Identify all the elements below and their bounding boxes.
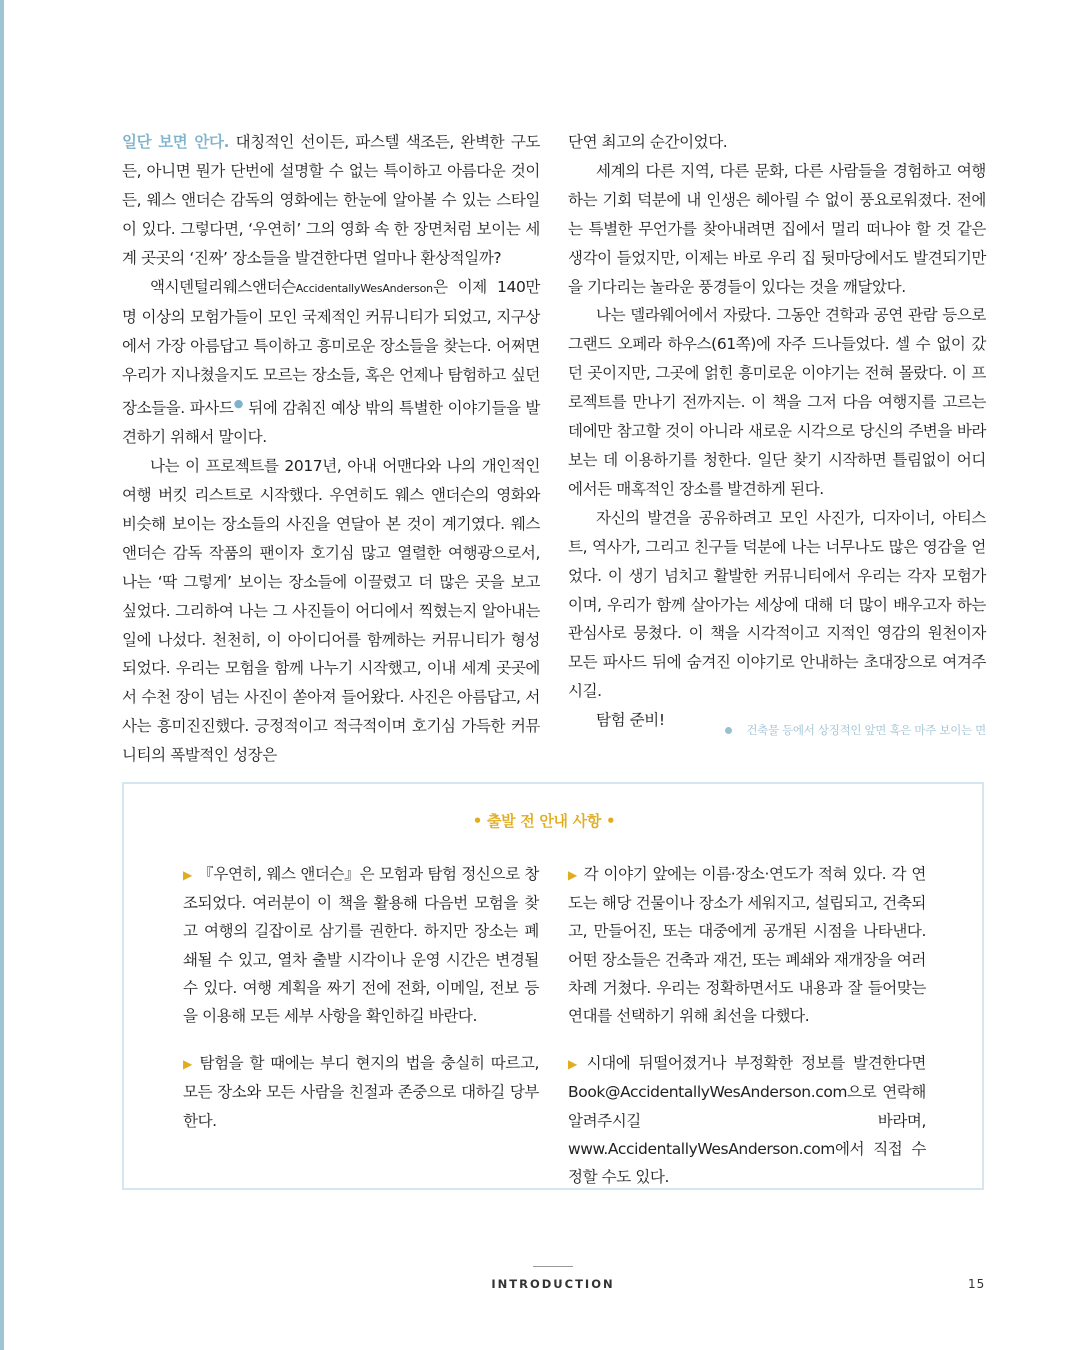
footnote-dot-icon: [725, 727, 732, 734]
footnote-marker-icon: ●: [233, 397, 244, 411]
lead-phrase: 일단 보면 안다.: [122, 133, 230, 151]
paragraph-text: 대칭적인 선이든, 파스텔 색조든, 완벽한 구도든, 아니면 뭔가 단번에 설명할 수 없는 특이하고 아름다운 것이든, 웨스 앤더슨 감독의 영화에는 한눈에 알아볼 수 있는 스타일이 있다. 그렇다면, ‘우연히’ 그의 영화 속 한 장면처럼 보이는 세계 곳곳의 ‘진짜’ 장소들을 발견한다면 얼마나 환상적일까?: [122, 133, 540, 267]
paragraph-intro: [122, 128, 540, 273]
paragraph-community: [122, 273, 540, 453]
paragraph-text: 뒤에 감춰진 예상 밖의 특별한 이야기들을 발견하기 위해서 말이다.: [122, 399, 540, 447]
page-edge-strip: [0, 0, 4, 1350]
arrow-right-icon: ▶: [183, 1057, 194, 1072]
paragraph-origin: 나는 이 프로젝트를 2017년, 아내 어맨다와 나의 개인적인 여행 버킷 리스트로 시작했다. 우연히도 웨스 앤더슨의 영화와 비슷해 보이는 장소들의 사진을 연달아 본 것이 계기였다. 웨스 앤더슨 감독 작품의 팬이자 호기심 많고 열렬한 여행광으로서, 나는 ‘딱 그렇게’ 보이는 장소들에 이끌렸고 더 많은 곳을 보고 싶었다. 그리하여 나는 그 사진들이 어디에서 찍혔는지 알아내는 일에 나섰다. 천천히, 이 아이디어를 함께하는 커뮤니티가 형성되었다. 우리는 모험을 함께 나누기 시작했고, 이내 세계 곳곳에서 수천 장이 넘는 사진이 쏟아져 들어왔다. 사진은 아름답고, 서사는 흥미진진했다. 긍정적이고 적극적이며 호기심 가득한 커뮤니티의 폭발적인 성장은: [122, 457, 540, 765]
section-label: INTRODUCTION: [491, 1277, 615, 1291]
notice-item: [183, 860, 539, 1030]
paragraph-text: 은 이제 140만 명 이상의 모험가들이 모인 국제적인 커뮤니티가 되었고, 지구상에서 가장 아름답고 특이하고 흥미로운 장소들을 찾는다. 어쩌면 우리가 지나쳤을지도 모르는 장소들, 혹은 언제나 탐험하고 싶던 장소들을. 파사드: [122, 277, 540, 418]
paragraph-text: 액시덴털리웨스앤더슨: [150, 277, 296, 296]
paragraph-continuation: 단연 최고의 순간이었다.: [568, 133, 728, 151]
footnote-text: 건축물 등에서 상징적인 앞면 혹은 마주 보이는 면: [746, 723, 986, 737]
notice-text: 『우연히, 웨스 앤더슨』은 모험과 탐험 정신으로 창조되었다. 여러분이 이 책을 활용해 다음번 모험을 찾고 여행의 길잡이로 삼기를 권한다. 하지만 장소는 폐쇄될 수 있고, 열차 출발 시각이나 운영 시간은 변경될 수 있다. 여행 계획을 짜기 전에 전화, 이메일, 전보 등을 이용해 모든 세부 사항을 확인하길 바란다.: [183, 865, 539, 1026]
body-column-left: [122, 128, 540, 770]
arrow-right-icon: ▶: [568, 868, 578, 882]
page-number: 15: [968, 1277, 986, 1291]
latin-name: AccidentallyWesAnderson: [295, 281, 433, 295]
notice-item: [568, 1049, 926, 1191]
notice-column-left: [183, 860, 539, 1154]
paragraph-closing: 탐험 준비!: [596, 711, 665, 730]
paragraph-delaware: 나는 델라웨어에서 자랐다. 그동안 견학과 공연 관람 등으로 그랜드 오페라 하우스(61쪽)에 자주 드나들었다. 셀 수 없이 갔던 곳이지만, 그곳에 얽힌 흥미로운 이야기는 전혀 몰랐다. 이 프로젝트를 만나기 전까지는. 이 책을 그저 다음 여행지를 고르는 데에만 참고할 것이 아니라 새로운 시각으로 당신의 주변을 바라보는 데 이용하기를 청한다. 일단 찾기 시작하면 틀림없이 어디에서든 매혹적인 장소를 발견하게 된다.: [568, 306, 986, 498]
notice-text: 시대에 뒤떨어졌거나 부정확한 정보를 발견한다면 Book@AccidentallyWesAnderson.com으로 연락해 알려주시길 바라며, www.AccidentallyWesAnderson.com에서 직접 수정할 수도 있다.: [568, 1054, 926, 1187]
notice-text: 각 이야기 앞에는 이름·장소·연도가 적혀 있다. 각 연도는 해당 건물이나 장소가 세워지고, 설립되고, 건축되고, 만들어진, 또는 대중에게 공개된 시점을 나타낸다. 어떤 장소들은 건축과 재건, 또는 폐쇄와 재개장을 여러 차례 거쳤다. 우리는 정확하면서도 내용과 잘 들어맞는 연대를 선택하기 위해 최선을 다했다.: [568, 865, 926, 1026]
notice-box-title: • 출발 전 안내 사항 •: [472, 812, 616, 830]
body-column-right: [568, 128, 986, 735]
paragraph-inspiration: 자신의 발견을 공유하려고 모인 사진가, 디자이너, 아티스트, 역사가, 그리고 친구들 덕분에 나는 너무나도 많은 영감을 얻었다. 이 생기 넘치고 활발한 커뮤니티에서 우리는 각자 모험가이며, 우리가 함께 살아가는 세상에 대해 더 많이 배우고자 하는 관심사로 뭉쳤다. 이 책을 시각적이고 지적인 영감의 원천이자 모든 파사드 뒤에 숨겨진 이야기로 안내하는 초대장으로 여겨주시길.: [568, 508, 986, 701]
notice-text: 탐험을 할 때에는 부디 현지의 법을 충실히 따르고, 모든 장소와 모든 사람을 친절과 존중으로 대하길 당부한다.: [183, 1054, 539, 1130]
notice-column-right: [568, 860, 926, 1210]
arrow-right-icon: ▶: [183, 868, 193, 882]
arrow-right-icon: ▶: [568, 1057, 581, 1072]
notice-item: [183, 1049, 539, 1135]
paragraph-travel: 세계의 다른 지역, 다른 문화, 다른 사람들을 경험하고 여행하는 기회 덕분에 내 인생은 헤아릴 수 없이 풍요로워졌다. 전에는 특별한 무언가를 찾아내려면 집에서 멀리 떠나야 할 것 같은 생각이 들었지만, 이제는 바로 우리 집 뒷마당에서도 발견되기만을 기다리는 놀라운 풍경들이 있다는 것을 깨달았다.: [568, 161, 986, 296]
notice-item: [568, 860, 926, 1030]
footer-rule: [533, 1266, 573, 1267]
footnote: [718, 722, 986, 738]
